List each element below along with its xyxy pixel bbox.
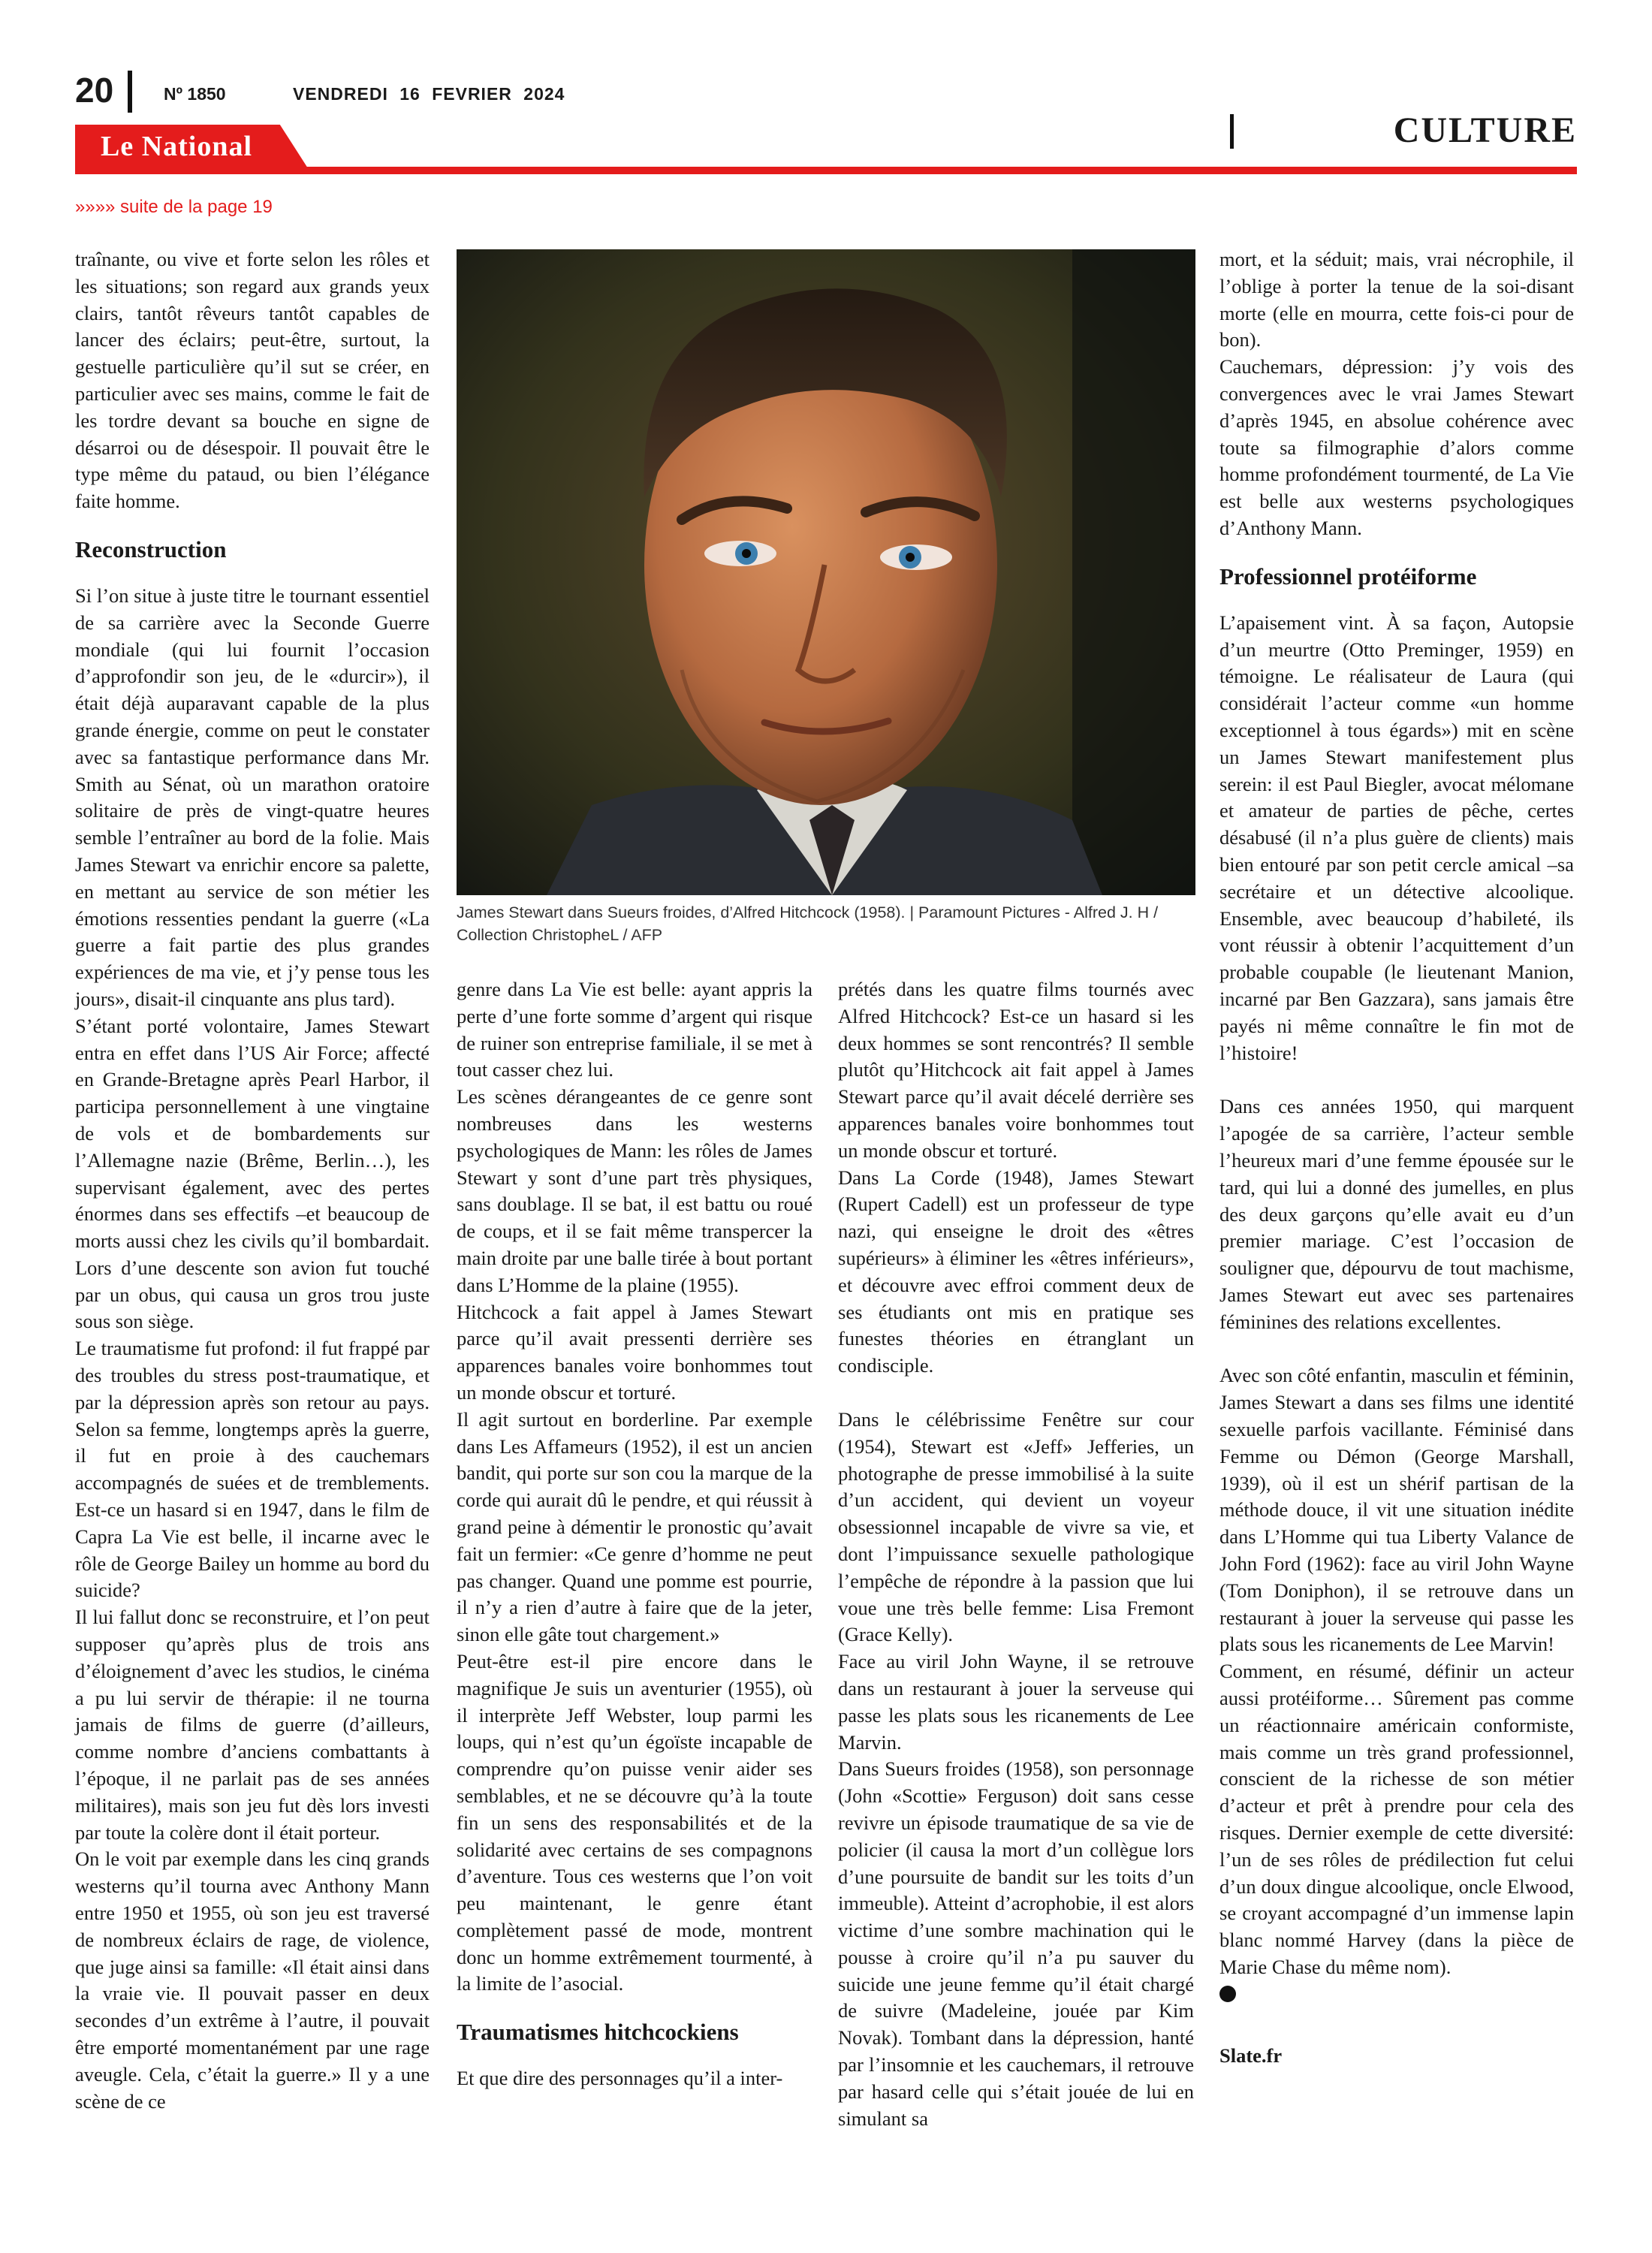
- paragraph: Si l’on situe à juste titre le tournant essentiel de sa carrière avec la Seconde Guerre mondiale (qui lui fournit l’occasion d’approfondir son jeu, de le «durcir»), il était déjà auparavant capable de la plus grande énergie, comme on peut le constater avec sa fantastique performance dans Mr. Smith au Sénat, où un marathon oratoire solitaire de près de vingt-quatre heures semble l’entraîner au bord de la folie. Mais James Stewart va enrichir encore sa palette, en mettant au service de son métier les émotions ressenties pendant la guerre («La guerre a fait partie des plus grandes expériences de ma vie, et j’y pense tous les jours», disait-il cinquante ans plus tard).: [75, 584, 430, 1010]
- continued-from: »»»» suite de la page 19: [75, 197, 273, 217]
- subheading-traumatismes: Traumatismes hitchcockiens: [457, 2019, 739, 2046]
- page-number: 20: [75, 71, 114, 110]
- paragraph: On le voit par exemple dans les cinq grands westerns qu’il tourna avec Anthony Mann entre 1950 et 1955, où son jeu est traversé de nombreux éclairs de rage, de violence, que juge ainsi sa famille: «Il était ainsi dans la vraie vie. Il pouvait passer en deux secondes d’un extrême à l’autre, il pouvait être emporté momentanément par une rage aveugle. Cela, c’était la guerre.» Il y a une scène de ce: [75, 1847, 430, 2113]
- subheading-professionnel: Professionnel protéiforme: [1219, 562, 1477, 590]
- paragraph: Dans ces années 1950, qui marquent l’apogée de sa carrière, l’acteur semble l’heureux mari d’une femme épousée sur le tard, qui lui a donné des jumelles, en plus des deux garçons qu’elle avait eu d’un premier mariage. C’est l’occasion de souligner que, dépourvu de tout machisme, James Stewart eut avec ses partenaires féminines des relations excellentes.: [1219, 1095, 1574, 1333]
- article-column-1: [75, 246, 430, 2115]
- paragraph: L’apaisement vint. À sa façon, Autopsie d’un meurtre (Otto Preminger, 1959) en témoigne. Le réalisateur de Laura (qui considérait l’acteur comme «un homme exceptionnel à tous égards») mit en scène un James Stewart manifestement plus serein: il est Paul Biegler, avocat mélomane et amateur de parties de pêche, certes désabusé (il n’a plus guère de clients) mais bien entouré par son petit cercle amical –sa secrétaire et un détective alcoolique. Ensemble, avec beaucoup d’habileté, ils vont réussir à obtenir l’acquittement d’un probable coupable (le lieutenant Manion, incarné par Ben Gazzara), sans jamais être payés ni même connaître le fin mot de l’histoire!: [1219, 611, 1574, 1064]
- article-source: Slate.fr: [1219, 2043, 1283, 2067]
- paragraph: Comment, en résumé, définir un acteur aussi protéiforme… Sûrement pas comme un réactionnaire américain conformiste, mais comme un très grand professionnel, conscient de la richesse de son métier d’acteur et prêt à prendre pour cela des risques. Dernier exemple de cette diversité: l’un de ses rôles de prédilection fut celui d’un doux dingue alcoolique, oncle Elwood, se croyant accompagné d’un immense lapin blanc nommé Harvey (dans la pièce de Marie Chase du même nom).: [1219, 1660, 1574, 1979]
- article-column-3: [838, 976, 1194, 2132]
- portrait-illustration: [457, 249, 1195, 895]
- paragraph: Peut-être est-il pire encore dans le magnifique Je suis un aventurier (1955), où il interprète Jeff Webster, loup parmi les loups, qui n’est qu’un égoïste incapable de comprendre qu’on puisse venir aider ses semblables, et ne se découvre qu’à la toute fin un sens des responsabilités et de la solidarité avec certains de ses compagnons d’aventure. Tous ces westerns que l’on voit peu maintenant, le genre étant complètement passé de mode, montrent donc un homme extrêmement tourmenté, à la limite de l’asocial.: [457, 1649, 812, 1995]
- paragraph: Dans le célébrissime Fenêtre sur cour (1954), Stewart est «Jeff» Jefferies, un photographe de presse immobilisé à la suite d’un accident, qui devient un voyeur obsessionnel incapable de vivre sa vie, et dont l’impuissance sexuelle pathologique l’empêche de répondre à la passion que lui voue une très belle femme: Lisa Fremont (Grace Kelly).: [838, 1407, 1194, 1646]
- article-column-2: [457, 976, 812, 2092]
- article-column-4: [1219, 246, 1574, 2069]
- paragraph: Le traumatisme fut profond: il fut frappé par des troubles du stress post-traumatique, et par la dépression après son retour au pays. Selon sa femme, longtemps après la guerre, il fut en proie à des cauchemars accompagnés de suées et de tremblements. Est-ce un hasard si en 1947, dans le film de Capra La Vie est belle, il incarne avec le rôle de George Bailey un homme au bord du suicide?: [75, 1337, 430, 1602]
- paragraph: Cauchemars, dépression: j’y vois des convergences avec le vrai James Stewart d’après 1945, en absolue cohérence avec toute sa filmographie d’alors comme homme profondément tourmenté, de La Vie est belle aux westerns psychologiques d’Anthony Mann.: [1219, 355, 1574, 539]
- subheading-reconstruction: Reconstruction: [75, 535, 227, 562]
- paragraph: mort, et la séduit; mais, vrai nécrophile, il l’oblige à porter la tenue de la soi-disant morte (elle en mourra, cette fois-ci pour de bon).: [1219, 248, 1574, 351]
- photo-caption: James Stewart dans Sueurs froides, d’Alfred Hitchcock (1958). | Paramount Pictures - Alfred J. H / Collection ChristopheL / AFP: [457, 903, 1159, 944]
- paragraph: traînante, ou vive et forte selon les rôles et les situations; son regard aux grands yeux clairs, tantôt rêveurs tantôt capables de lancer des éclairs; peut-être, surtout, la gestuelle particulière qu’il sut se créer, en particulier avec ses mains, comme le fait de les tordre devant sa bouche en signe de désarroi ou de désespoir. Il pouvait être le type même du pataud, ou bien l’élégance faite homme.: [75, 248, 430, 513]
- paragraph: Il lui fallut donc se reconstruire, et l’on peut supposer qu’après plus de trois ans d’éloignement d’avec les studios, le cinéma a pu lui servir de thérapie: il ne tourna jamais de films de guerre (d’ailleurs, comme nombre d’anciens combattants à l’époque, il ne parlait pas de ses années militaires), mais son jeu fut dès lors investi par toute la colère dont il était porteur.: [75, 1606, 430, 1844]
- paragraph: Il agit surtout en borderline. Par exemple dans Les Affameurs (1952), il est un ancien bandit, qui porte sur son cou la marque de la corde qui aurait dû le pendre, et qui réussit à grand peine à démentir le pronostic qu’avait fait un fermier: «Ce genre d’homme ne peut pas changer. Quand une pomme est pourrie, il n’y a rien d’autre à faire que de la jeter, sinon elle gâte tout chargement.»: [457, 1407, 812, 1646]
- paragraph: Hitchcock a fait appel à James Stewart parce qu’il avait pressenti derrière ses apparences banales voire bonhommes tout un monde obscur et torturé.: [457, 1300, 812, 1404]
- paragraph: Dans La Corde (1948), James Stewart (Rupert Cadell) est un professeur de type nazi, qui enseigne le droit des «êtres supérieurs» à éliminer les «êtres inférieurs», et découvre avec effroi comment deux de ses étudiants ont mis en pratique ses funestes théories en étranglant un condisciple.: [838, 1166, 1194, 1377]
- section-divider: [1230, 114, 1234, 149]
- newspaper-brand: Le National: [101, 131, 253, 162]
- paragraph: Avec son côté enfantin, masculin et féminin, James Stewart a dans ses films une identité sexuelle parfois vacillante. Féminisé dans Femme ou Démon (George Marshall, 1939), où il est un shérif partisan de la méthode douce, il vit une situation inédite dans L’Homme qui tua Liberty Valance de John Ford (1962): face au viril John Wayne (Tom Doniphon), il se retrouve dans un restaurant à jouer la serveuse qui passe les plats sous les ricanements de Lee Marvin!: [1219, 1364, 1574, 1656]
- end-of-article-icon: [1219, 1986, 1236, 2002]
- paragraph: Dans Sueurs froides (1958), son personnage (John «Scottie» Ferguson) doit sans cesse revivre un épisode traumatique de sa vie de policier (il causa la mort d’un collègue lors d’une poursuite de bandit sur les toits d’un immeuble). Atteint d’acrophobie, il est alors victime d’une sombre machination qui le pousse à croire qu’il n’a pu sauver du suicide une jeune femme qu’il était chargé de suivre (Madeleine, jouée par Kim Novak). Tombant dans la dépression, hanté par l’insomnie et les cauchemars, il retrouve par hasard celle qui s’était jouée de lui en simulant sa: [838, 1757, 1194, 2130]
- paragraph: prétés dans les quatre films tournés avec Alfred Hitchcock? Est-ce un hasard si les deux hommes se sont rencontrés? Il semble plutôt qu’Hitchcock ait fait appel à James Stewart parce qu’il avait décelé derrière ses apparences banales voire bonhommes tout un monde obscur et torturé.: [838, 978, 1194, 1162]
- paragraph: Les scènes dérangeantes de ce genre sont nombreuses dans les westerns psychologiques de Mann: les rôles de James Stewart y sont d’une part très physiques, sans doublage. Il se bat, il est battu ou roué de coups, et il se fait même transpercer la main droite par une balle tirée à bout portant dans L’Homme de la plaine (1955).: [457, 1085, 812, 1296]
- article-photo: [457, 249, 1195, 895]
- section-title: CULTURE: [1393, 110, 1577, 150]
- paragraph: S’étant porté volontaire, James Stewart entra en effet dans l’US Air Force; affecté en Grande-Bretagne après Pearl Harbor, il participa personnellement à une vingtaine de vols et de bombardements sur l’Allemagne nazie (Brême, Berlin…), les supervisant également, avec des pertes énormes dans ses effectifs –et beaucoup de morts aussi chez les civils qu’il bombardait. Lors d’une descente son avion fut touché par un obus, qui causa un gros trou juste sous son siège.: [75, 1014, 430, 1333]
- paragraph: Face au viril John Wayne, il se retrouve dans un restaurant à jouer la serveuse qui passe les plats sous les ricanements de Lee Marvin.: [838, 1650, 1194, 1754]
- paragraph: genre dans La Vie est belle: ayant appris la perte d’une forte somme d’argent qui risque de ruiner son entreprise familiale, il se met à tout casser chez lui.: [457, 978, 812, 1081]
- header-rule: [75, 167, 1577, 174]
- issue-date: VENDREDI 16 FEVRIER 2024: [293, 84, 565, 104]
- paragraph: Et que dire des personnages qu’il a inter-: [457, 2067, 783, 2090]
- issue-number: Nº 1850: [164, 84, 226, 104]
- page-number-divider: [128, 71, 132, 113]
